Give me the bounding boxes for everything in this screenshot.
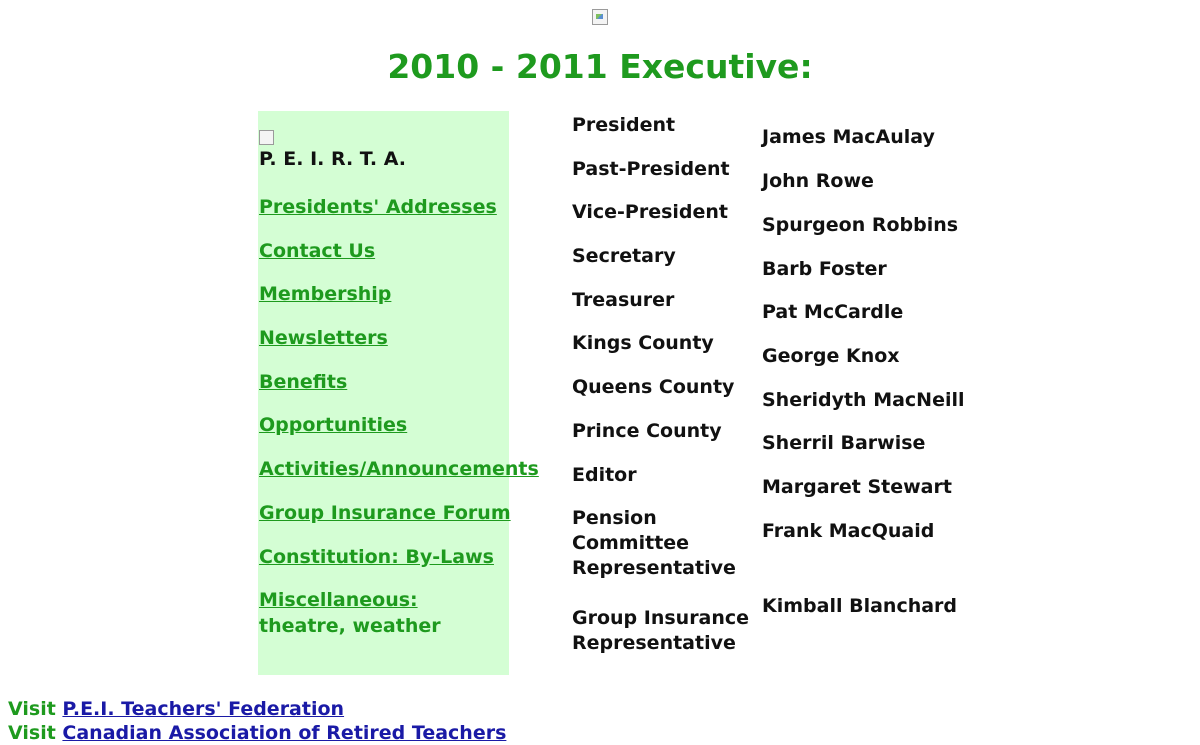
name-pension: Frank MacQuaid (762, 520, 935, 542)
role-group-insurance-line-2: Representative (572, 632, 736, 654)
miscellaneous-subtext: theatre, weather (259, 615, 441, 637)
role-kings-county: Kings County (572, 332, 714, 354)
nav-link-benefits[interactable]: Benefits (259, 371, 348, 393)
name-treasurer: Pat McCardle (762, 301, 904, 323)
sidebar-logo-image-broken (259, 130, 274, 145)
name-kings-county: George Knox (762, 345, 900, 367)
name-queens-county: Sheridyth MacNeill (762, 389, 965, 411)
visit-prefix: Visit (8, 722, 56, 744)
name-secretary: Barb Foster (762, 258, 887, 280)
name-president: James MacAulay (762, 126, 935, 148)
nav-link-miscellaneous[interactable]: Miscellaneous: (259, 589, 418, 611)
role-secretary: Secretary (572, 245, 676, 267)
name-prince-county: Sherril Barwise (762, 432, 926, 454)
nav-link-opportunities[interactable]: Opportunities (259, 414, 408, 436)
role-prince-county: Prince County (572, 420, 722, 442)
role-pension-line-3: Representative (572, 557, 736, 579)
role-editor: Editor (572, 464, 637, 486)
role-past-president: Past-President (572, 158, 730, 180)
role-vice-president: Vice-President (572, 201, 729, 223)
page-title: 2010 - 2011 Executive: (387, 47, 813, 86)
nav-link-membership[interactable]: Membership (259, 283, 392, 305)
sidebar (258, 111, 539, 675)
nav-link-contact-us[interactable]: Contact Us (259, 240, 376, 262)
role-treasurer: Treasurer (572, 289, 675, 311)
cart-link[interactable]: Canadian Association of Retired Teachers (62, 722, 507, 744)
nav-link-constitution-bylaws[interactable]: Constitution: By-Laws (259, 546, 494, 568)
role-pension-line-2: Committee (572, 532, 690, 554)
role-president: President (572, 114, 676, 136)
name-vice-president: Spurgeon Robbins (762, 214, 959, 236)
nav-link-newsletters[interactable]: Newsletters (259, 327, 388, 349)
visit-peitf-line (8, 697, 344, 721)
header-image-broken (592, 9, 608, 25)
role-queens-county: Queens County (572, 376, 735, 398)
visit-cart-line (8, 721, 506, 745)
nav-link-activities-announcements[interactable]: Activities/Announcements (259, 458, 539, 480)
name-past-president: John Rowe (762, 170, 874, 192)
visit-prefix: Visit (8, 698, 56, 720)
peitf-link[interactable]: P.E.I. Teachers' Federation (62, 698, 345, 720)
role-pension-line-1: Pension (572, 507, 657, 529)
name-group-insurance: Kimball Blanchard (762, 595, 958, 617)
organization-name: P. E. I. R. T. A. (259, 148, 406, 170)
nav-link-group-insurance-forum[interactable]: Group Insurance Forum (259, 502, 511, 524)
name-editor: Margaret Stewart (762, 476, 952, 498)
nav-link-presidents-addresses[interactable]: Presidents' Addresses (259, 196, 497, 218)
role-group-insurance-line-1: Group Insurance (572, 607, 750, 629)
